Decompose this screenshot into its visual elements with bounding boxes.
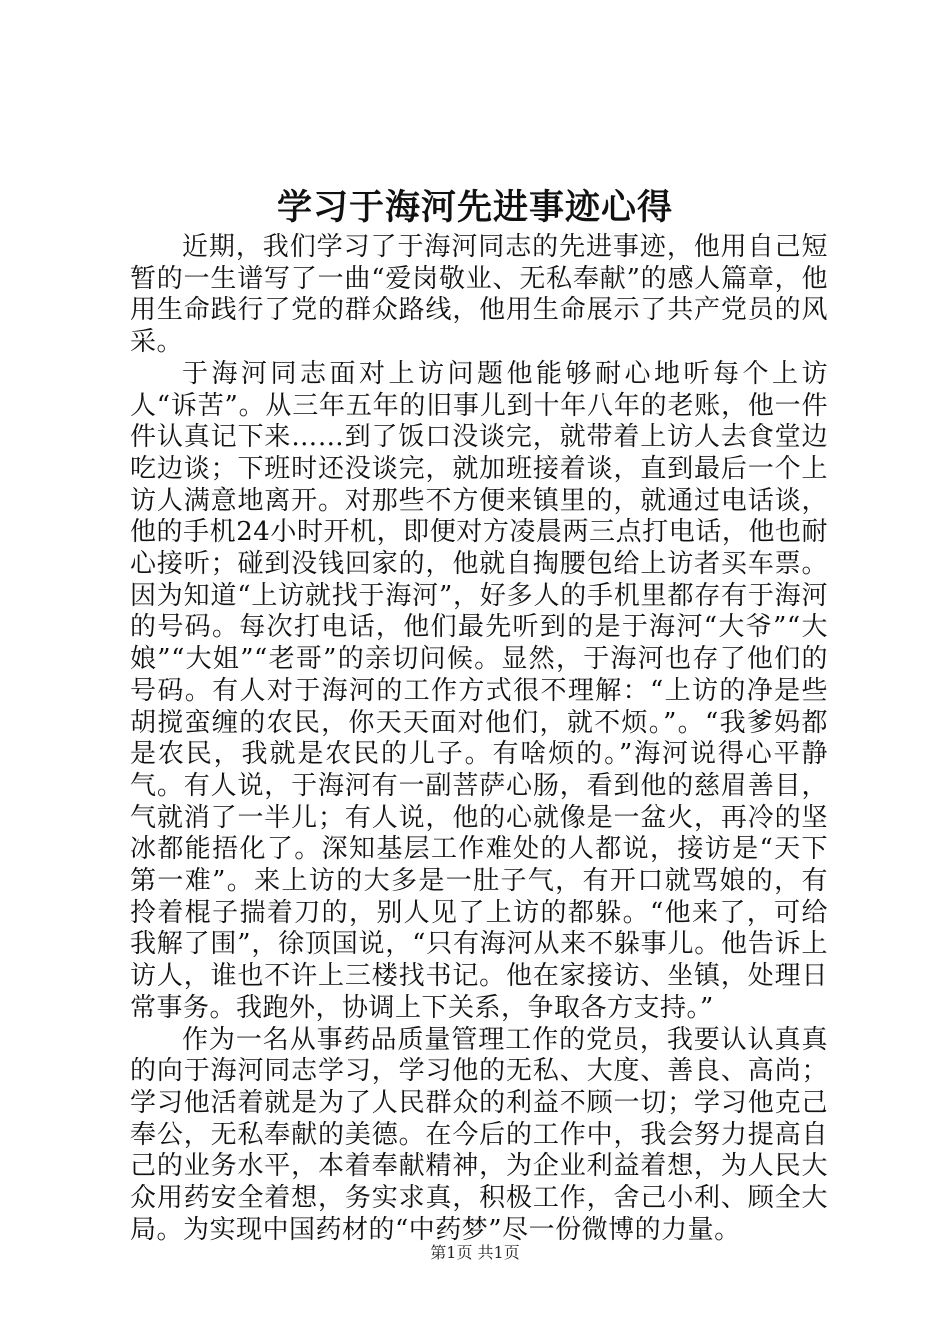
paragraph-reflection: 作为一名从事药品质量管理工作的党员，我要认认真真的向于海河同志学习，学习他的无私、大度、善良、高尚；学习他活着就是为了人民群众的利益不顾一切；学习他克己奉公，无私奉献的美德。在今后的工作中，我会努力提高自己的业务水平，本着奉献精神，为企业利益着想，为人民大众用药安全着想，务实求真，积极工作，舍己小利、顾全大局。为实现中国药材的“中药梦”尽一份微博的力量。 xyxy=(130,1024,828,1245)
document-body xyxy=(130,232,828,1247)
document-title: 学习于海河先进事迹心得 xyxy=(276,187,673,228)
page-footer: 第1页 共1页 xyxy=(430,1243,520,1262)
paragraph-deeds: 于海河同志面对上访问题他能够耐心地听每个上访人“诉苦”。从三年五年的旧事儿到十年八年的老账，他一件件认真记下来……到了饭口没谈完，就带着上访人去食堂边吃边谈；下班时还没谈完，就加班接着谈，直到最后一个上访人满意地离开。对那些不方便来镇里的，就通过电话谈，他的手机24小时开机，即便对方凌晨两三点打电话，他也耐心接听；碰到没钱回家的，他就自掏腰包给上访者买车票。因为知道“上访就找于海河”，好多人的手机里都存有于海河的号码。每次打电话，他们最先听到的是于海河“大爷”“大娘”“大姐”“老哥”的亲切问候。显然，于海河也存了他们的号码。有人对于海河的工作方式很不理解：“上访的净是些胡搅蛮缠的农民，你天天面对他们，就不烦。”。“我爹妈都是农民，我就是农民的儿子。有啥烦的。”海河说得心平静气。有人说，于海河有一副菩萨心肠，看到他的慈眉善目，气就消了一半儿；有人说，他的心就像是一盆火，再冷的坚冰都能捂化了。深知基层工作难处的人都说，接访是“天下第一难”。来上访的大多是一肚子气，有开口就骂娘的，有拎着棍子揣着刀的，别人见了上访的都躲。“他来了，可给我解了围”，徐顶国说，“只有海河从来不躲事儿。他告诉上访人，谁也不许上三楼找书记。他在家接访、坐镇，处理日常事务。我跑外，协调上下关系，争取各方支持。” xyxy=(130,358,828,1023)
paragraph-intro: 近期，我们学习了于海河同志的先进事迹，他用自己短暂的一生谱写了一曲“爱岗敬业、无私奉献”的感人篇章，他用生命践行了党的群众路线，他用生命展示了共产党员的风采。 xyxy=(130,232,828,358)
